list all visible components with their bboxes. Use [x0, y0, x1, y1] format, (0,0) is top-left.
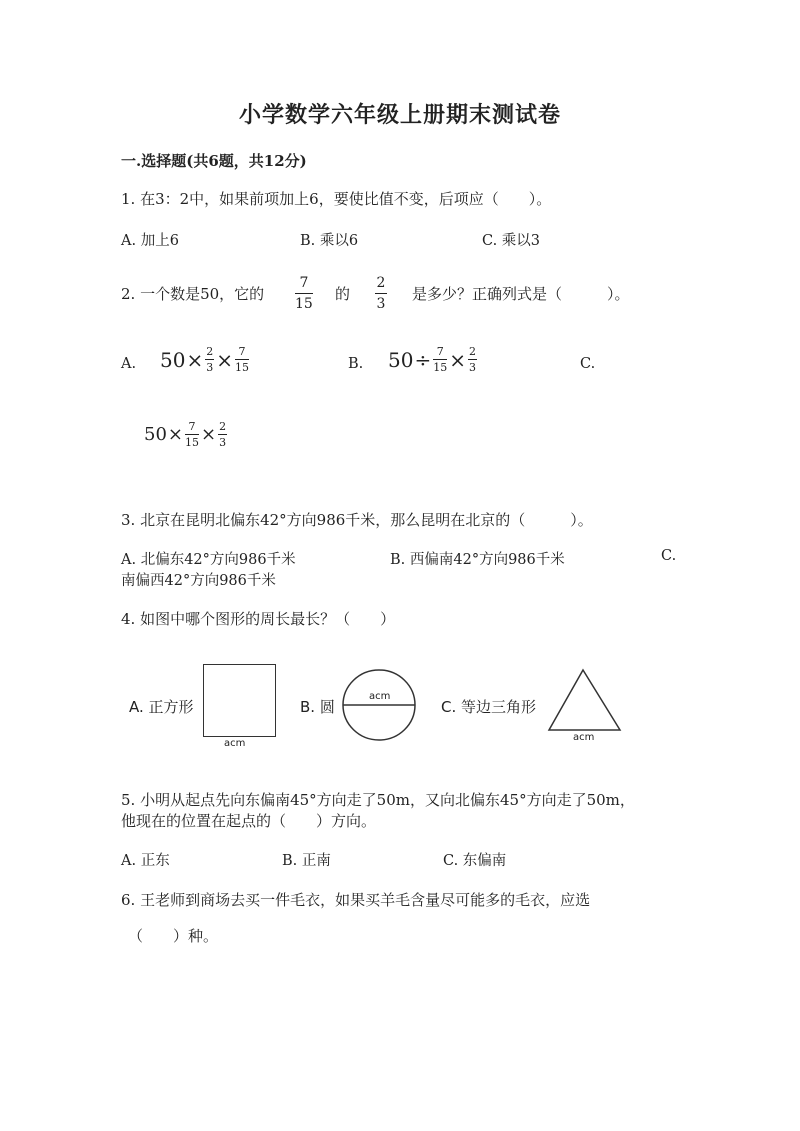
page-title: 小学数学六年级上册期末测试卷 — [238, 102, 561, 128]
question-6-stem-line1: 6. 王老师到商场去买一件毛衣，如果买羊毛含量尽可能多的毛衣，应选 — [121, 891, 591, 909]
fraction-denominator: 15 — [234, 361, 249, 374]
question-1-option-b[interactable]: B. 乘以6 — [300, 233, 359, 249]
square-side-label: acm — [224, 738, 246, 749]
question-2-stem-end: 是多少？正确列式是（ ）。 — [412, 285, 630, 303]
fraction-bar — [218, 434, 227, 435]
fraction-2-3 — [468, 346, 477, 373]
fraction-numerator: 2 — [206, 345, 214, 358]
fraction-bar — [375, 293, 387, 294]
fraction-bar — [468, 359, 477, 360]
fraction-numerator: 7 — [299, 275, 309, 291]
circle-diameter-label: acm — [369, 691, 391, 702]
fraction-7-15 — [235, 346, 249, 373]
fraction-numerator: 7 — [238, 345, 246, 358]
fraction-numerator: 7 — [436, 345, 444, 358]
fraction-numerator: 2 — [219, 420, 227, 433]
fraction-7-15 — [295, 276, 313, 311]
circle-figure — [340, 668, 422, 744]
fraction-denominator: 15 — [295, 296, 313, 312]
question-5-option-c[interactable]: C. 东偏南 — [443, 853, 507, 869]
times-sign: × — [449, 347, 466, 372]
fraction-denominator: 3 — [206, 361, 214, 374]
triangle-side-label: acm — [573, 732, 595, 743]
times-sign: × — [216, 347, 233, 372]
triangle-figure — [546, 667, 624, 735]
question-5-stem-line2: 他现在的位置在起点的（ ）方向。 — [121, 812, 377, 830]
question-3-stem: 3. 北京在昆明北偏东42°方向986千米，那么昆明在北京的（ ）。 — [121, 511, 593, 529]
triangle-outline — [549, 670, 620, 730]
fraction-2-3 — [205, 346, 214, 373]
fraction-denominator: 15 — [433, 361, 448, 374]
question-2-option-c-expression[interactable] — [144, 421, 228, 448]
number-fifty: 50 — [144, 424, 167, 445]
times-sign: × — [167, 424, 183, 445]
question-2-option-c-label[interactable]: C. — [580, 356, 596, 372]
question-4-stem: 4. 如图中哪个图形的周长最长？（ ） — [121, 610, 396, 628]
question-2-option-a-expression[interactable] — [160, 346, 250, 373]
question-3-option-b[interactable]: B. 西偏南42°方向986千米 — [390, 552, 565, 568]
question-3-option-a[interactable]: A. 北偏东42°方向986千米 — [121, 552, 296, 568]
fraction-2-3 — [218, 421, 227, 448]
question-5-stem-line1: 5. 小明从起点先向东偏南45°方向走了50m，又向北偏东45°方向走了50m， — [121, 791, 635, 809]
question-4-option-c[interactable]: C. 等边三角形 — [441, 698, 537, 716]
question-2-stem-start: 2. 一个数是50，它的 — [121, 285, 265, 303]
question-4-option-b[interactable]: B. 圆 — [300, 698, 335, 716]
fraction-denominator: 3 — [468, 361, 476, 374]
question-3-option-c-text[interactable]: 南偏西42°方向986千米 — [121, 573, 276, 589]
question-6-stem-line2: （ ）种。 — [128, 927, 219, 945]
fraction-7-15 — [185, 421, 199, 448]
section-heading: 一.选择题(共6题，共12分) — [121, 152, 307, 170]
question-5-option-b[interactable]: B. 正南 — [282, 853, 331, 869]
fraction-bar — [295, 293, 313, 294]
fraction-bar — [235, 359, 249, 360]
fraction-7-15 — [433, 346, 447, 373]
question-3-option-c-label[interactable]: C. — [661, 548, 677, 564]
question-2-option-a-label[interactable]: A. — [121, 356, 137, 372]
divide-sign: ÷ — [414, 347, 432, 372]
question-2-option-b-label[interactable]: B. — [348, 356, 364, 372]
times-sign: × — [186, 347, 204, 372]
question-1-option-c[interactable]: C. 乘以3 — [482, 233, 541, 249]
times-sign: × — [201, 424, 217, 445]
question-2-stem-mid: 的 — [335, 285, 351, 303]
number-fifty: 50 — [160, 347, 186, 372]
fraction-denominator: 15 — [185, 436, 199, 449]
fraction-bar — [205, 359, 214, 360]
square-figure — [203, 664, 276, 737]
fraction-bar — [433, 359, 447, 360]
question-1-stem: 1. 在3：2中，如果前项加上6，要使比值不变，后项应（ ）。 — [121, 190, 552, 208]
fraction-numerator: 2 — [376, 275, 386, 291]
question-5-option-a[interactable]: A. 正东 — [121, 853, 170, 869]
fraction-numerator: 2 — [468, 345, 476, 358]
fraction-numerator: 7 — [188, 420, 196, 433]
question-4-option-a[interactable]: A. 正方形 — [129, 698, 194, 716]
fraction-bar — [185, 434, 199, 435]
question-1-option-a[interactable]: A. 加上6 — [121, 233, 179, 249]
fraction-denominator: 3 — [376, 296, 386, 312]
number-fifty: 50 — [388, 347, 414, 372]
question-2-option-b-expression[interactable] — [388, 346, 478, 373]
fraction-2-3 — [375, 276, 387, 311]
fraction-denominator: 3 — [219, 436, 227, 449]
